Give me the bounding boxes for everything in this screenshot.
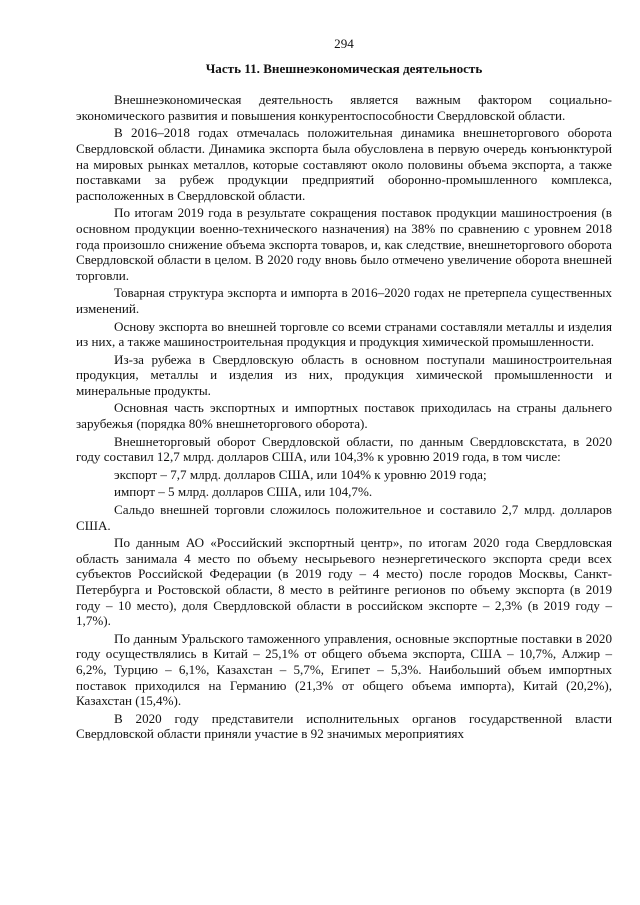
paragraph: По данным АО «Российский экспортный центр», по итогам 2020 года Свердловская область занимала 4 место по объему несырьевого неэнергетического экспорта среди всех субъектов Российской Федерации (в 2019 году – 4 место) после городов Москвы, Санкт-Петербурга и Ростовской области, 8 место в рейтинге регионов по объему экспорта (в 2019 году – 10 место), доля Свердловской области в российском экспорте – 2,3% (в 2019 году – 1,7%). xyxy=(76,535,612,629)
paragraph: Сальдо внешней торговли сложилось положительное и составило 2,7 млрд. долларов США. xyxy=(76,502,612,533)
paragraph: По данным Уральского таможенного управления, основные экспортные поставки в 2020 году осуществлялись в Китай – 25,1% от общего объема экспорта, США – 10,7%, Алжир – 6,2%, Турцию – 6,1%, Казахстан – 5,7%, Египет – 5,3%. Наибольший объем импортных поставок приходился на Германию (21,3% от общего объема импорта), Китай (20,2%), Казахстан (15,4%). xyxy=(76,630,612,709)
paragraph: Основная часть экспортных и импортных поставок приходилась на страны дальнего зарубежья (порядка 80% внешнеторгового оборота). xyxy=(76,400,612,432)
paragraph: импорт – 5 млрд. долларов США, или 104,7%. xyxy=(114,484,373,500)
paragraph: По итогам 2019 года в результате сокращения поставок продукции машиностроения (в основном продукции военно-технического назначения) на 38% по сравнению с уровнем 2018 года произошло снижение объема экспорта товаров, и, как следствие, внешнеторгового оборота Свердловской области в целом. В 2020 году вновь было отмечено увеличение оборота внешней торговли. xyxy=(76,205,612,283)
paragraph: Внешнеторговый оборот Свердловской области, по данным Свердловскстата, в 2020 году составил 12,7 млрд. долларов США, или 104,3% к уровню 2019 года, в том числе: xyxy=(76,433,612,465)
paragraph: Основу экспорта во внешней торговле со всеми странами составляли металлы и изделия из них, а также машиностроительная продукция и продукция химической промышленности. xyxy=(76,318,612,350)
paragraph: В 2016–2018 годах отмечалась положительная динамика внешнеторгового оборота Свердловской области. Динамика экспорта была обусловлена в первую очередь конъюнктурой на мировых рынках металлов, которые составляют около половины объема экспорта, а также поставками за рубеж продукции предприятий оборонно-промышленного комплекса, расположенных в Свердловской области. xyxy=(76,125,612,203)
paragraph: В 2020 году представители исполнительных органов государственной власти Свердловской области приняли участие в 92 значимых мероприятиях xyxy=(76,710,612,742)
section-title: Часть 11. Внешнеэкономическая деятельность xyxy=(205,60,483,76)
paragraph: Внешнеэкономическая деятельность является важным фактором социально-экономического развития и повышения конкурентоспособности Свердловской области. xyxy=(76,92,612,123)
page-number: 294 xyxy=(334,36,354,51)
paragraph: Товарная структура экспорта и импорта в 2016–2020 годах не претерпела существенных изменений. xyxy=(76,285,612,316)
paragraph: Из-за рубежа в Свердловскую область в основном поступали машиностроительная продукция, металлы и изделия из них, продукция химической промышленности и минеральные продукты. xyxy=(76,351,612,398)
document-page xyxy=(76,36,612,744)
paragraph: экспорт – 7,7 млрд. долларов США, или 104% к уровню 2019 года; xyxy=(114,466,487,482)
